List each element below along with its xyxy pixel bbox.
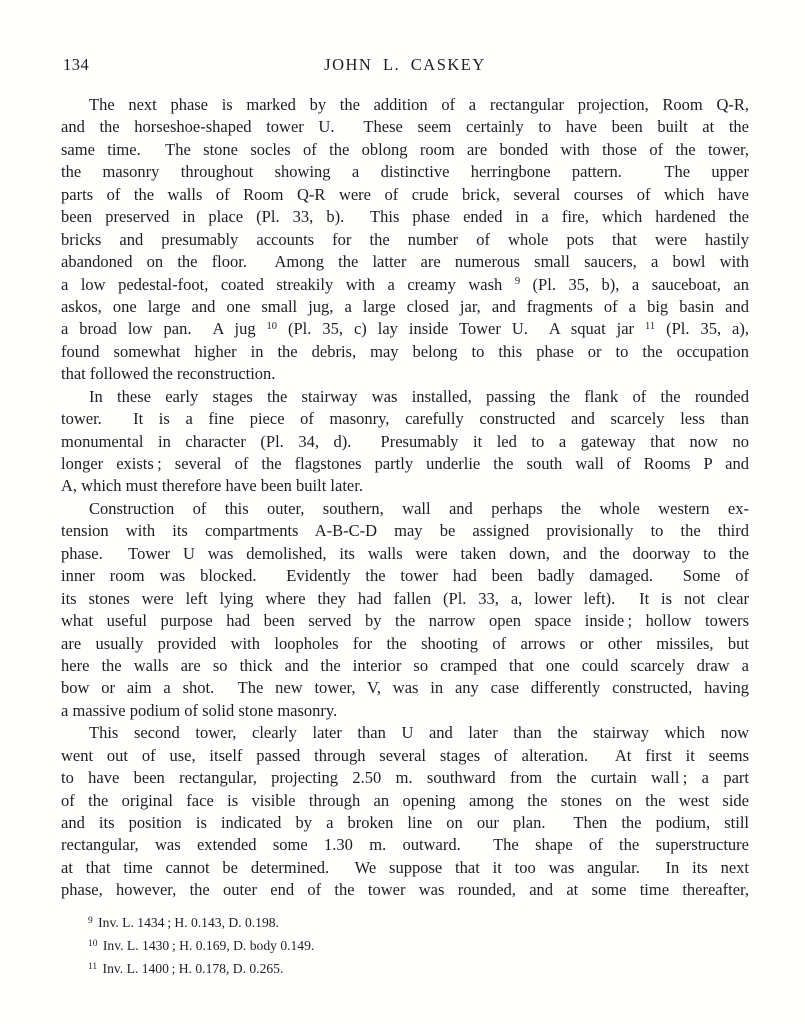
text-line: of the original face is visible through an opening among the stones on the west side	[61, 790, 749, 810]
footnote-ref: 10	[266, 320, 278, 332]
footnotes	[88, 913, 748, 981]
text-line: phase. Tower U was demolished, its walls were taken down, and the doorway to the	[61, 543, 749, 563]
text-line: phase, however, the outer end of the tower was rounded, and at some time thereafter,	[61, 880, 749, 900]
paragraph-3	[61, 498, 749, 722]
text-line: bow or aim a shot. The new tower, V, was in any case differently constructed, having	[61, 678, 749, 698]
footnote-ref: 9	[514, 276, 521, 287]
body-text	[61, 94, 749, 902]
footnote-ref: 11	[645, 320, 656, 332]
page-header	[61, 55, 749, 77]
text-line: Construction of this outer, southern, wall and perhaps the whole western ex-	[89, 498, 749, 518]
paragraph-4	[61, 722, 749, 902]
footnote-2: $^{10}$ Inv. L. 1430 ; H. 0.169, D. body 0.149.	[88, 937, 315, 953]
text-line: to have been rectangular, projecting 2.50 m. southward from the curtain wall ; a part	[61, 768, 749, 788]
text-line: found somewhat higher in the debris, may belong to this phase or to the occupation	[61, 341, 749, 361]
text-line: are usually provided with loopholes for the shooting of arrows or other missiles, but	[61, 633, 749, 653]
text-line: parts of the walls of Room Q-R were of crude brick, several courses of which have	[61, 184, 749, 204]
text-line: a low pedestal-foot, coated streakily with a creamy wash $^9$ (Pl. 35, b), a sauceboat, an	[61, 274, 749, 294]
text-line: been preserved in place (Pl. 33, b). This phase ended in a fire, which hardened the	[61, 207, 749, 227]
text-line: longer exists ; several of the flagstones partly underlie the south wall of Rooms P and	[61, 454, 749, 473]
text-line: tension with its compartments A-B-C-D may be assigned provisionally to the third	[61, 521, 749, 541]
text-line: The next phase is marked by the addition of a rectangular projection, Room Q-R,	[89, 95, 749, 114]
text-line: In these early stages the stairway was installed, passing the flank of the rounded	[89, 386, 749, 406]
running-title: JOHN L. CASKEY	[324, 55, 486, 74]
text-line: a broad low pan. A jug $^{10}$ (Pl. 35, c) lay inside Tower U. A squat jar $^{11}$ (Pl. 35, a),	[61, 319, 750, 339]
text-line: inner room was blocked. Evidently the tower had been badly damaged. Some of	[61, 566, 749, 586]
footnote-1: $^9$ Inv. L. 1434 ; H. 0.143, D. 0.198.	[88, 915, 279, 930]
text-line: This second tower, clearly later than U and later than the stairway which now	[89, 723, 749, 743]
text-line: its stones were left lying where they had fallen (Pl. 33, a, lower left). It is not clear	[61, 588, 749, 608]
text-line: rectangular, was extended some 1.30 m. outward. The shape of the superstructure	[61, 835, 749, 855]
text-line: tower. It is a fine piece of masonry, carefully constructed and scarcely less than	[61, 409, 749, 429]
text-line: that followed the reconstruction.	[61, 364, 276, 384]
paragraph-1	[61, 94, 749, 386]
text-line: the masonry throughout showing a distinctive herringbone pattern. The upper	[61, 162, 749, 182]
footnote-ref: 11	[88, 961, 98, 972]
text-line: abandoned on the floor. Among the latter are numerous small saucers, a bowl with	[61, 252, 749, 272]
text-line: here the walls are so thick and the interior so cramped that one could scarcely draw a	[61, 655, 749, 675]
text-line: a massive podium of solid stone masonry.	[61, 700, 338, 720]
text-line: at that time cannot be determined. We suppose that it too was angular. In its next	[61, 857, 749, 877]
footnote-ref: 10	[88, 938, 98, 949]
text-line: monumental in character (Pl. 34, d). Presumably it led to a gateway that now no	[61, 431, 749, 451]
text-line: went out of use, itself passed through several stages of alteration. At first it seems	[61, 745, 749, 765]
text-line: bricks and presumably accounts for the number of whole pots that were hastily	[61, 229, 749, 249]
footnote-3: $^{11}$ Inv. L. 1400 ; H. 0.178, D. 0.265.	[88, 960, 284, 976]
footnote-ref: 9	[88, 916, 93, 926]
text-line: and the horseshoe-shaped tower U. These seem certainly to have been built at the	[61, 117, 749, 137]
paragraph-2	[61, 386, 749, 498]
text-line: askos, one large and one small jug, a large closed jar, and fragments of a big basin and	[61, 296, 749, 316]
text-line: what useful purpose had been served by the narrow open space inside ; hollow towers	[61, 611, 749, 631]
page-number: 134	[63, 55, 90, 74]
text-line: and its position is indicated by a broken line on our plan. Then the podium, still	[61, 813, 749, 832]
text-line: same time. The stone socles of the oblong room are bonded with those of the tower,	[61, 139, 749, 159]
text-line: A, which must therefore have been built later.	[61, 476, 363, 496]
